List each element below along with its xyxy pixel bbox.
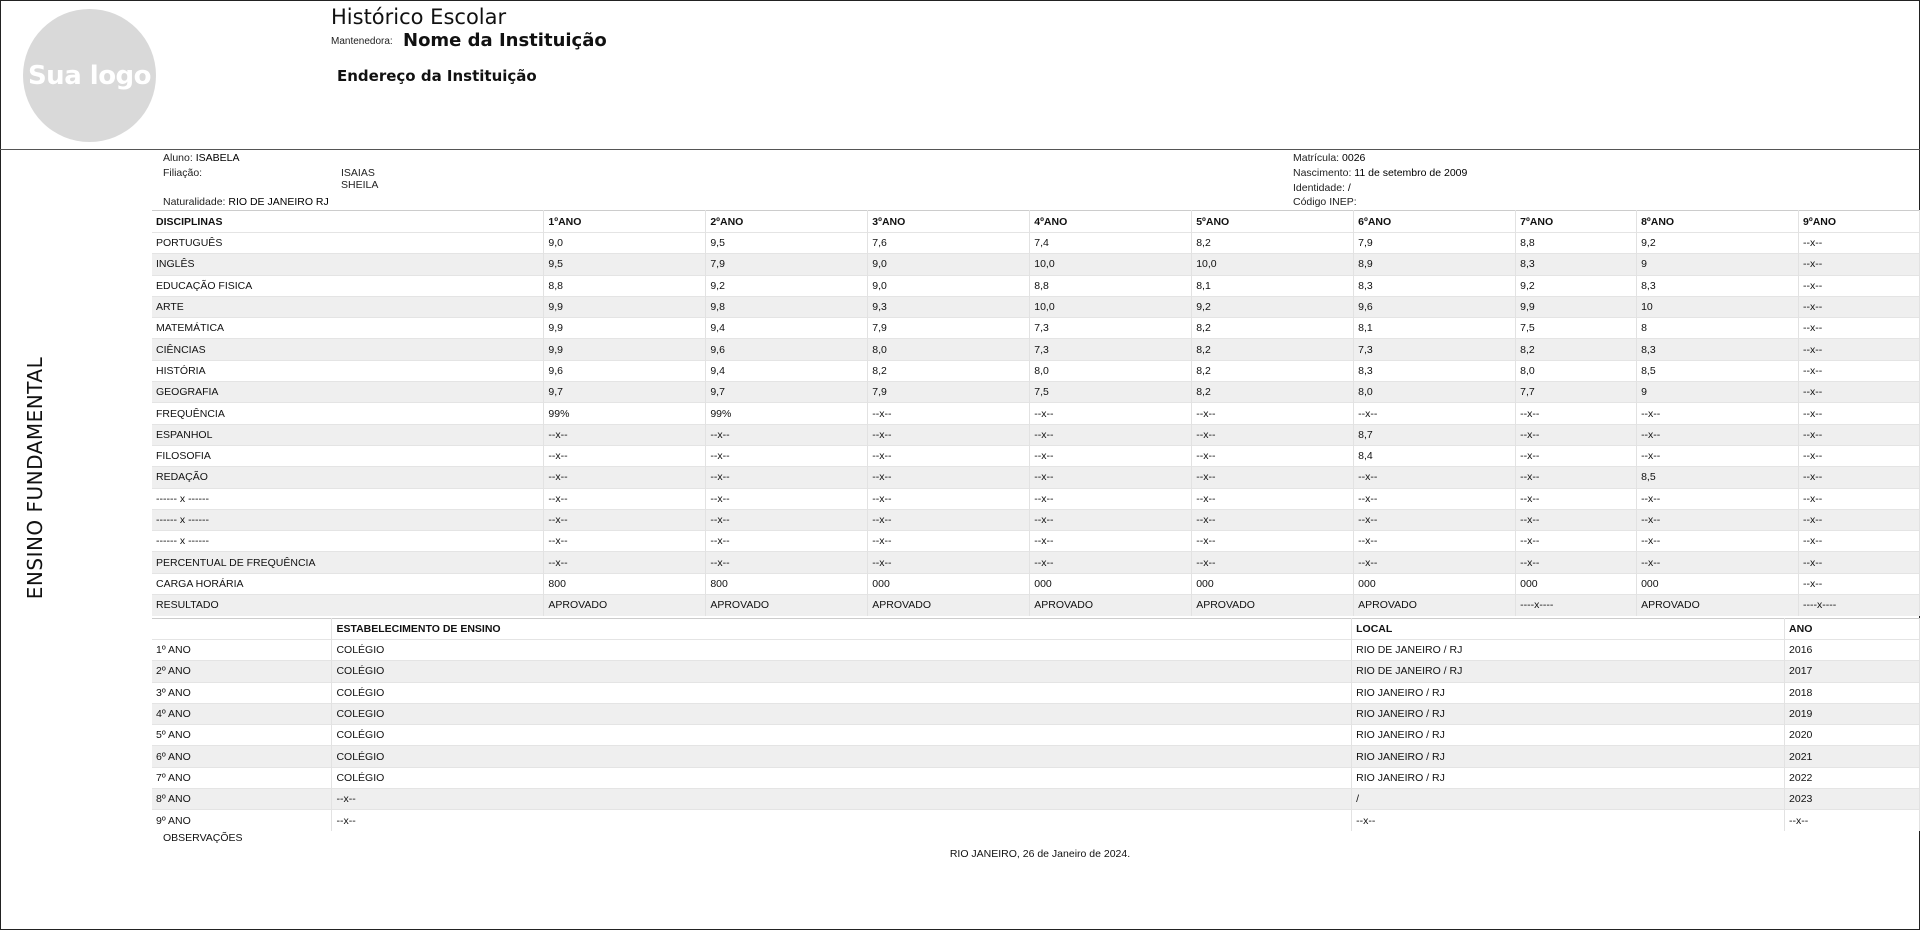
grades-header-disciplinas: DISCIPLINAS bbox=[152, 211, 544, 233]
subject-cell: INGLÊS bbox=[152, 254, 544, 275]
mantenedora-label: Mantenedora: bbox=[331, 36, 393, 47]
grades-table bbox=[152, 210, 1920, 616]
grade-cell: 8,4 bbox=[1354, 445, 1516, 466]
student-name: ISABELA bbox=[195, 152, 240, 164]
grade-cell: 10 bbox=[1637, 296, 1799, 317]
grade-cell: 8,3 bbox=[1354, 360, 1516, 381]
grades-header-year: 8ºANO bbox=[1637, 211, 1799, 233]
identidade-label: Identidade: bbox=[1293, 182, 1345, 194]
schools-row bbox=[152, 767, 1920, 788]
subject-cell: MATEMÁTICA bbox=[152, 318, 544, 339]
grade-cell: 9,0 bbox=[544, 233, 706, 254]
grade-cell: --x-- bbox=[706, 424, 868, 445]
grade-cell: --x-- bbox=[544, 531, 706, 552]
grade-cell: 8,0 bbox=[1030, 360, 1192, 381]
school-location-cell: RIO JANEIRO / RJ bbox=[1352, 682, 1785, 703]
schools-row bbox=[152, 810, 1920, 831]
subject-cell: EDUCAÇÃO FISICA bbox=[152, 275, 544, 296]
school-name-cell: COLÉGIO bbox=[332, 767, 1352, 788]
school-date-cell: 2020 bbox=[1785, 725, 1920, 746]
grade-cell: 7,5 bbox=[1516, 318, 1637, 339]
grade-cell: --x-- bbox=[1030, 467, 1192, 488]
grade-cell: 8,3 bbox=[1354, 275, 1516, 296]
grades-body bbox=[152, 233, 1920, 616]
grade-cell: 9,2 bbox=[1192, 296, 1354, 317]
grade-cell: --x-- bbox=[1799, 296, 1920, 317]
subject-cell: ------ x ------ bbox=[152, 531, 544, 552]
grade-cell: 7,7 bbox=[1516, 382, 1637, 403]
education-level-label: ENSINO FUNDAMENTAL bbox=[23, 356, 47, 600]
grade-cell: 9,0 bbox=[868, 254, 1030, 275]
grades-row bbox=[152, 531, 1920, 552]
grades-row bbox=[152, 275, 1920, 296]
grade-cell: 000 bbox=[868, 573, 1030, 594]
grade-cell: --x-- bbox=[1516, 403, 1637, 424]
grade-cell: 9,7 bbox=[706, 382, 868, 403]
grade-cell: 9,2 bbox=[706, 275, 868, 296]
grade-cell: --x-- bbox=[1192, 403, 1354, 424]
grade-cell: 8,2 bbox=[1192, 360, 1354, 381]
school-date-cell: 2022 bbox=[1785, 767, 1920, 788]
mother-name: SHEILA bbox=[341, 179, 379, 191]
grade-cell: --x-- bbox=[1354, 488, 1516, 509]
grade-cell: --x-- bbox=[1192, 552, 1354, 573]
grade-cell: 7,5 bbox=[1030, 382, 1192, 403]
grade-cell: --x-- bbox=[1354, 467, 1516, 488]
subject-cell: ARTE bbox=[152, 296, 544, 317]
grades-row bbox=[152, 382, 1920, 403]
grade-cell: 000 bbox=[1516, 573, 1637, 594]
school-year-cell: 6º ANO bbox=[152, 746, 332, 767]
school-name-cell: --x-- bbox=[332, 789, 1352, 810]
naturalidade-value: RIO DE JANEIRO RJ bbox=[228, 196, 329, 208]
grades-row bbox=[152, 595, 1920, 616]
grade-cell: APROVADO bbox=[1354, 595, 1516, 616]
grades-header-year: 6ºANO bbox=[1354, 211, 1516, 233]
school-year-cell: 7º ANO bbox=[152, 767, 332, 788]
grade-cell: 8,1 bbox=[1192, 275, 1354, 296]
grade-cell: 8,8 bbox=[1030, 275, 1192, 296]
school-year-cell: 9º ANO bbox=[152, 810, 332, 831]
schools-header-cell: ANO bbox=[1785, 619, 1920, 640]
grade-cell: --x-- bbox=[868, 467, 1030, 488]
grade-cell: 10,0 bbox=[1192, 254, 1354, 275]
grade-cell: --x-- bbox=[1354, 403, 1516, 424]
school-year-cell: 4º ANO bbox=[152, 703, 332, 724]
logo-text: Sua logo bbox=[27, 60, 152, 91]
grade-cell: --x-- bbox=[868, 488, 1030, 509]
inep-row bbox=[1293, 196, 1357, 208]
grade-cell: --x-- bbox=[706, 531, 868, 552]
grade-cell: 8,3 bbox=[1637, 275, 1799, 296]
school-name-cell: COLÉGIO bbox=[332, 682, 1352, 703]
grade-cell: 9,9 bbox=[544, 339, 706, 360]
grade-cell: --x-- bbox=[1799, 275, 1920, 296]
schools-table bbox=[152, 618, 1920, 831]
grade-cell: --x-- bbox=[706, 509, 868, 530]
grades-row bbox=[152, 254, 1920, 275]
grade-cell: 800 bbox=[706, 573, 868, 594]
school-name-cell: COLÉGIO bbox=[332, 725, 1352, 746]
grade-cell: --x-- bbox=[544, 445, 706, 466]
grades-header-row bbox=[152, 211, 1920, 233]
grade-cell: --x-- bbox=[1030, 531, 1192, 552]
grade-cell: --x-- bbox=[1799, 445, 1920, 466]
schools-row bbox=[152, 682, 1920, 703]
grade-cell: 9,4 bbox=[706, 360, 868, 381]
school-location-cell: RIO DE JANEIRO / RJ bbox=[1352, 661, 1785, 682]
student-name-label: Aluno: bbox=[163, 152, 193, 164]
grade-cell: --x-- bbox=[544, 509, 706, 530]
grade-cell: 9,5 bbox=[544, 254, 706, 275]
grades-row bbox=[152, 467, 1920, 488]
grade-cell: APROVADO bbox=[868, 595, 1030, 616]
grade-cell: --x-- bbox=[1192, 424, 1354, 445]
subject-cell: ------ x ------ bbox=[152, 509, 544, 530]
school-date-cell: 2016 bbox=[1785, 640, 1920, 661]
subject-cell: PERCENTUAL DE FREQUÊNCIA bbox=[152, 552, 544, 573]
grade-cell: 8,3 bbox=[1516, 254, 1637, 275]
grade-cell: 9,6 bbox=[544, 360, 706, 381]
grade-cell: 8,3 bbox=[1637, 339, 1799, 360]
grade-cell: 8,7 bbox=[1354, 424, 1516, 445]
grade-cell: 9,4 bbox=[706, 318, 868, 339]
grade-cell: 7,4 bbox=[1030, 233, 1192, 254]
grade-cell: 8,2 bbox=[1516, 339, 1637, 360]
grade-cell: 7,9 bbox=[868, 382, 1030, 403]
school-name-cell: COLÉGIO bbox=[332, 746, 1352, 767]
grade-cell: --x-- bbox=[868, 424, 1030, 445]
grades-row bbox=[152, 509, 1920, 530]
grade-cell: 8,5 bbox=[1637, 360, 1799, 381]
schools-row bbox=[152, 725, 1920, 746]
school-location-cell: --x-- bbox=[1352, 810, 1785, 831]
grade-cell: 9 bbox=[1637, 254, 1799, 275]
school-date-cell: --x-- bbox=[1785, 810, 1920, 831]
schools-header-cell bbox=[152, 619, 332, 640]
subject-cell: PORTUGUÊS bbox=[152, 233, 544, 254]
grade-cell: --x-- bbox=[1799, 531, 1920, 552]
grade-cell: 7,9 bbox=[868, 318, 1030, 339]
grade-cell: 8,2 bbox=[868, 360, 1030, 381]
grade-cell: --x-- bbox=[1637, 488, 1799, 509]
grade-cell: --x-- bbox=[1799, 488, 1920, 509]
school-location-cell: RIO JANEIRO / RJ bbox=[1352, 703, 1785, 724]
grade-cell: --x-- bbox=[706, 467, 868, 488]
grade-cell: 000 bbox=[1354, 573, 1516, 594]
grade-cell: APROVADO bbox=[706, 595, 868, 616]
grade-cell: --x-- bbox=[868, 509, 1030, 530]
grade-cell: 9,0 bbox=[868, 275, 1030, 296]
matricula-value: 0026 bbox=[1342, 152, 1366, 164]
subject-cell: CIÊNCIAS bbox=[152, 339, 544, 360]
grade-cell: --x-- bbox=[1799, 509, 1920, 530]
school-location-cell: / bbox=[1352, 789, 1785, 810]
grade-cell: 8,8 bbox=[1516, 233, 1637, 254]
grade-cell: ----x---- bbox=[1516, 595, 1637, 616]
grade-cell: --x-- bbox=[1192, 467, 1354, 488]
grade-cell: --x-- bbox=[1192, 509, 1354, 530]
school-name-cell: COLÉGIO bbox=[332, 640, 1352, 661]
grade-cell: 8,8 bbox=[544, 275, 706, 296]
school-date-cell: 2019 bbox=[1785, 703, 1920, 724]
grade-cell: --x-- bbox=[706, 488, 868, 509]
grade-cell: 9,9 bbox=[544, 318, 706, 339]
matricula-row bbox=[1293, 152, 1365, 164]
schools-header-cell: LOCAL bbox=[1352, 619, 1785, 640]
grade-cell: --x-- bbox=[1516, 445, 1637, 466]
schools-header-cell: ESTABELECIMENTO DE ENSINO bbox=[332, 619, 1352, 640]
grade-cell: --x-- bbox=[1354, 531, 1516, 552]
father-name: ISAIAS bbox=[341, 167, 375, 179]
nascimento-row bbox=[1293, 167, 1467, 179]
subject-cell: FILOSOFIA bbox=[152, 445, 544, 466]
grade-cell: 9,7 bbox=[544, 382, 706, 403]
schools-header-row bbox=[152, 619, 1920, 640]
grade-cell: --x-- bbox=[1192, 445, 1354, 466]
grade-cell: --x-- bbox=[706, 445, 868, 466]
subject-cell: ------ x ------ bbox=[152, 488, 544, 509]
grade-cell: --x-- bbox=[868, 552, 1030, 573]
grade-cell: APROVADO bbox=[1030, 595, 1192, 616]
nascimento-value: 11 de setembro de 2009 bbox=[1354, 167, 1468, 179]
grades-row bbox=[152, 360, 1920, 381]
grade-cell: 10,0 bbox=[1030, 254, 1192, 275]
document-title: Histórico Escolar bbox=[331, 5, 507, 29]
school-name-cell: COLEGIO bbox=[332, 703, 1352, 724]
grades-row bbox=[152, 488, 1920, 509]
schools-body bbox=[152, 640, 1920, 832]
naturalidade-row bbox=[163, 196, 329, 208]
grade-cell: --x-- bbox=[1799, 254, 1920, 275]
grade-cell: --x-- bbox=[1030, 403, 1192, 424]
identidade-row bbox=[1293, 182, 1351, 194]
grade-cell: --x-- bbox=[544, 552, 706, 573]
grades-header-year: 4ºANO bbox=[1030, 211, 1192, 233]
grade-cell: --x-- bbox=[1516, 509, 1637, 530]
school-year-cell: 8º ANO bbox=[152, 789, 332, 810]
grade-cell: 7,6 bbox=[868, 233, 1030, 254]
grades-row bbox=[152, 552, 1920, 573]
grade-cell: --x-- bbox=[1516, 424, 1637, 445]
grades-header-year: 7ºANO bbox=[1516, 211, 1637, 233]
grade-cell: --x-- bbox=[1030, 424, 1192, 445]
grade-cell: 8,2 bbox=[1192, 339, 1354, 360]
schools-row bbox=[152, 703, 1920, 724]
subject-cell: GEOGRAFIA bbox=[152, 382, 544, 403]
subject-cell: RESULTADO bbox=[152, 595, 544, 616]
grade-cell: 8,9 bbox=[1354, 254, 1516, 275]
grade-cell: 8 bbox=[1637, 318, 1799, 339]
grade-cell: --x-- bbox=[1516, 531, 1637, 552]
grade-cell: --x-- bbox=[1637, 424, 1799, 445]
grades-row bbox=[152, 339, 1920, 360]
school-date-cell: 2021 bbox=[1785, 746, 1920, 767]
grade-cell: 9,8 bbox=[706, 296, 868, 317]
grade-cell: --x-- bbox=[868, 403, 1030, 424]
grade-cell: --x-- bbox=[1030, 509, 1192, 530]
grade-cell: 8,1 bbox=[1354, 318, 1516, 339]
grades-row bbox=[152, 403, 1920, 424]
grade-cell: --x-- bbox=[1192, 488, 1354, 509]
grade-cell: 9,6 bbox=[1354, 296, 1516, 317]
schools-row bbox=[152, 640, 1920, 661]
naturalidade-label: Naturalidade: bbox=[163, 196, 226, 208]
grades-row bbox=[152, 233, 1920, 254]
grades-header-year: 1ºANO bbox=[544, 211, 706, 233]
grade-cell: 9,6 bbox=[706, 339, 868, 360]
place-and-date: RIO JANEIRO, 26 de Janeiro de 2024. bbox=[949, 848, 1131, 860]
school-year-cell: 5º ANO bbox=[152, 725, 332, 746]
grade-cell: 9,5 bbox=[706, 233, 868, 254]
school-location-cell: RIO JANEIRO / RJ bbox=[1352, 746, 1785, 767]
inep-label: Código INEP: bbox=[1293, 196, 1357, 208]
school-date-cell: 2018 bbox=[1785, 682, 1920, 703]
grades-row bbox=[152, 318, 1920, 339]
school-year-cell: 2º ANO bbox=[152, 661, 332, 682]
grades-header-year: 5ºANO bbox=[1192, 211, 1354, 233]
grade-cell: --x-- bbox=[1637, 445, 1799, 466]
grades-header-year: 2ºANO bbox=[706, 211, 868, 233]
grade-cell: --x-- bbox=[544, 467, 706, 488]
grade-cell: APROVADO bbox=[1192, 595, 1354, 616]
grade-cell: --x-- bbox=[1799, 318, 1920, 339]
grade-cell: 7,3 bbox=[1030, 318, 1192, 339]
school-location-cell: RIO JANEIRO / RJ bbox=[1352, 767, 1785, 788]
nascimento-label: Nascimento: bbox=[1293, 167, 1352, 179]
grade-cell: --x-- bbox=[1799, 403, 1920, 424]
grade-cell: 000 bbox=[1192, 573, 1354, 594]
grade-cell: 9,2 bbox=[1637, 233, 1799, 254]
grade-cell: 9,2 bbox=[1516, 275, 1637, 296]
grade-cell: --x-- bbox=[1516, 488, 1637, 509]
student-name-row bbox=[163, 152, 239, 164]
institution-name: Nome da Instituição bbox=[403, 30, 607, 51]
grade-cell: --x-- bbox=[868, 531, 1030, 552]
grade-cell: 8,0 bbox=[1516, 360, 1637, 381]
grade-cell: 7,9 bbox=[706, 254, 868, 275]
grade-cell: --x-- bbox=[868, 445, 1030, 466]
subject-cell: HISTÓRIA bbox=[152, 360, 544, 381]
grade-cell: 8,2 bbox=[1192, 318, 1354, 339]
grade-cell: 000 bbox=[1637, 573, 1799, 594]
grade-cell: 8,0 bbox=[1354, 382, 1516, 403]
schools-row bbox=[152, 789, 1920, 810]
grade-cell: APROVADO bbox=[1637, 595, 1799, 616]
grade-cell: APROVADO bbox=[544, 595, 706, 616]
grade-cell: ----x---- bbox=[1799, 595, 1920, 616]
grade-cell: --x-- bbox=[1799, 382, 1920, 403]
grade-cell: --x-- bbox=[1799, 552, 1920, 573]
grade-cell: 99% bbox=[706, 403, 868, 424]
grade-cell: --x-- bbox=[1516, 467, 1637, 488]
grade-cell: --x-- bbox=[1030, 488, 1192, 509]
grade-cell: --x-- bbox=[1799, 233, 1920, 254]
grade-cell: --x-- bbox=[1799, 339, 1920, 360]
school-location-cell: RIO JANEIRO / RJ bbox=[1352, 725, 1785, 746]
grade-cell: --x-- bbox=[1799, 360, 1920, 381]
grade-cell: 8,5 bbox=[1637, 467, 1799, 488]
grade-cell: 9,9 bbox=[544, 296, 706, 317]
matricula-label: Matrícula: bbox=[1293, 152, 1340, 164]
grades-row bbox=[152, 296, 1920, 317]
grade-cell: --x-- bbox=[1799, 573, 1920, 594]
grade-cell: 8,0 bbox=[868, 339, 1030, 360]
grade-cell: --x-- bbox=[1637, 552, 1799, 573]
grade-cell: --x-- bbox=[1799, 467, 1920, 488]
grade-cell: --x-- bbox=[1354, 552, 1516, 573]
observacoes-label: OBSERVAÇÕES bbox=[163, 832, 243, 844]
grade-cell: 99% bbox=[544, 403, 706, 424]
grades-row bbox=[152, 573, 1920, 594]
grades-header-year: 9ºANO bbox=[1799, 211, 1920, 233]
schools-row bbox=[152, 661, 1920, 682]
institution-logo bbox=[23, 9, 156, 142]
grade-cell: --x-- bbox=[544, 488, 706, 509]
grade-cell: --x-- bbox=[1030, 445, 1192, 466]
school-date-cell: 2017 bbox=[1785, 661, 1920, 682]
identidade-value: / bbox=[1347, 182, 1351, 194]
grade-cell: 000 bbox=[1030, 573, 1192, 594]
grade-cell: --x-- bbox=[1799, 424, 1920, 445]
schools-row bbox=[152, 746, 1920, 767]
grade-cell: --x-- bbox=[1030, 552, 1192, 573]
school-year-cell: 1º ANO bbox=[152, 640, 332, 661]
grade-cell: --x-- bbox=[1354, 509, 1516, 530]
school-location-cell: RIO DE JANEIRO / RJ bbox=[1352, 640, 1785, 661]
grade-cell: --x-- bbox=[1516, 552, 1637, 573]
grades-header-year: 3ºANO bbox=[868, 211, 1030, 233]
grade-cell: --x-- bbox=[1637, 403, 1799, 424]
grade-cell: 10,0 bbox=[1030, 296, 1192, 317]
grade-cell: 7,3 bbox=[1354, 339, 1516, 360]
grade-cell: 7,9 bbox=[1354, 233, 1516, 254]
grades-row bbox=[152, 445, 1920, 466]
grade-cell: 9,9 bbox=[1516, 296, 1637, 317]
subject-cell: FREQUÊNCIA bbox=[152, 403, 544, 424]
grade-cell: 7,3 bbox=[1030, 339, 1192, 360]
document-header bbox=[0, 0, 1920, 150]
subject-cell: REDAÇÃO bbox=[152, 467, 544, 488]
grade-cell: 9 bbox=[1637, 382, 1799, 403]
subject-cell: CARGA HORÁRIA bbox=[152, 573, 544, 594]
grade-cell: --x-- bbox=[706, 552, 868, 573]
grades-row bbox=[152, 424, 1920, 445]
school-year-cell: 3º ANO bbox=[152, 682, 332, 703]
school-name-cell: COLÉGIO bbox=[332, 661, 1352, 682]
school-name-cell: --x-- bbox=[332, 810, 1352, 831]
grade-cell: 8,2 bbox=[1192, 382, 1354, 403]
filiacao-label: Filiação: bbox=[163, 167, 203, 179]
grade-cell: 9,3 bbox=[868, 296, 1030, 317]
grade-cell: --x-- bbox=[1637, 509, 1799, 530]
grade-cell: --x-- bbox=[544, 424, 706, 445]
grade-cell: --x-- bbox=[1192, 531, 1354, 552]
grade-cell: --x-- bbox=[1637, 531, 1799, 552]
grade-cell: 8,2 bbox=[1192, 233, 1354, 254]
grade-cell: 800 bbox=[544, 573, 706, 594]
school-date-cell: 2023 bbox=[1785, 789, 1920, 810]
institution-address: Endereço da Instituição bbox=[337, 67, 537, 85]
subject-cell: ESPANHOL bbox=[152, 424, 544, 445]
